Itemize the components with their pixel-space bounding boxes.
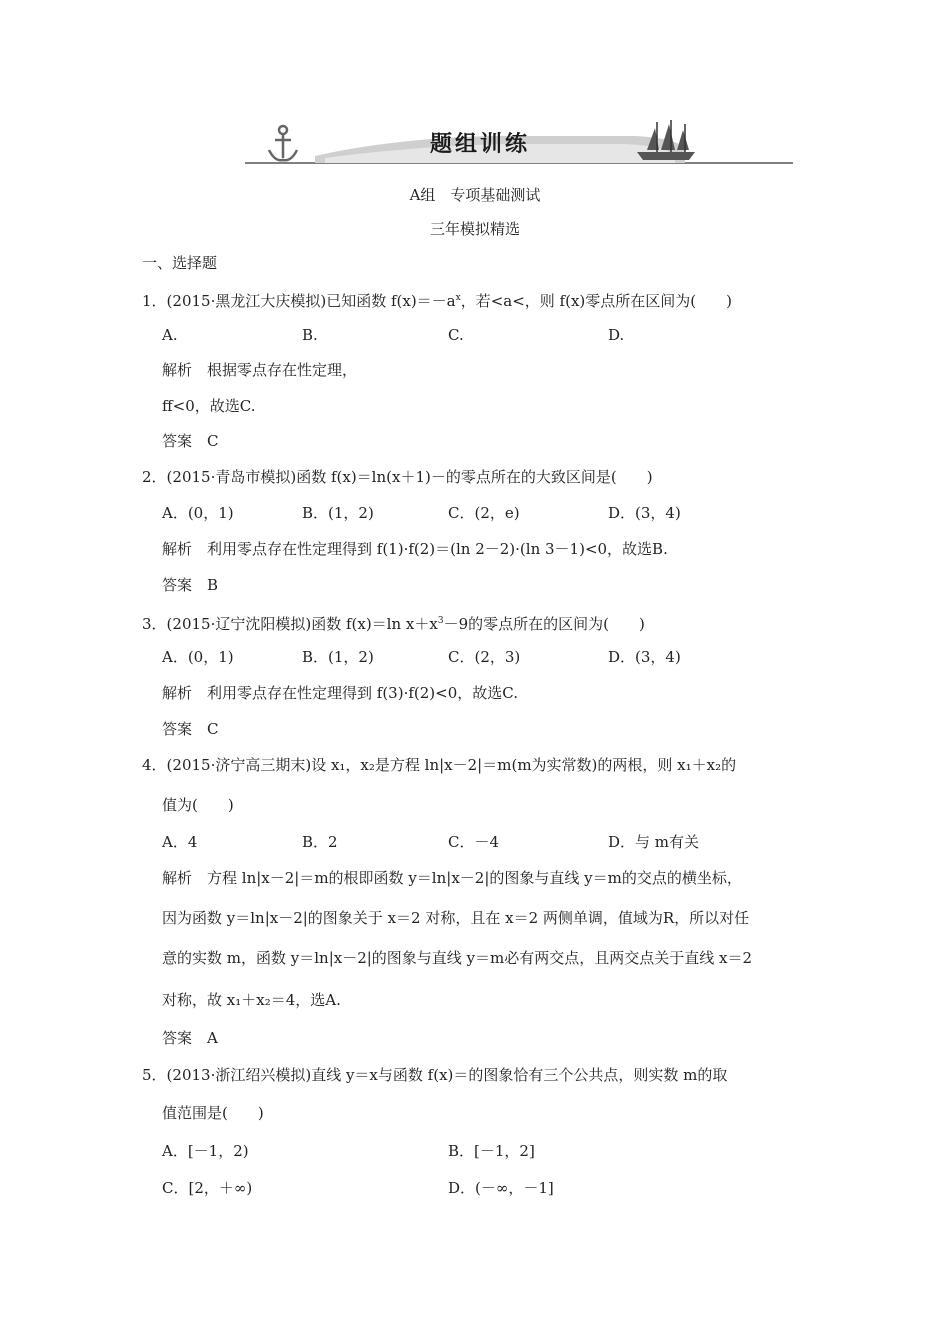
- banner-title: 题组训练: [429, 132, 530, 157]
- question-4-option-d: D．与 m有关: [608, 833, 700, 851]
- question-5-option-c: C．[2，＋∞): [162, 1179, 253, 1197]
- question-2-answer: 答案 B: [162, 576, 219, 594]
- question-2-stem: 2．(2015·青岛市模拟)函数 f(x)＝ln(x＋1)－的零点所在的大致区间是( ): [142, 468, 653, 486]
- question-3-option-c: C．(2，3): [448, 648, 521, 666]
- question-3-option-a: A．(0，1): [162, 648, 234, 666]
- question-4-option-c: C．－4: [448, 833, 500, 851]
- question-5-option-d: D．(－∞，－1]: [448, 1179, 554, 1197]
- question-4-analysis-1: 解析 方程 ln|x－2|＝m的根即函数 y＝ln|x－2|的图象与直线 y＝m的交点的横坐标，: [162, 869, 742, 887]
- anchor-icon: [269, 126, 297, 160]
- question-3-analysis: 解析 利用零点存在性定理得到 f(3)·f(2)<0，故选C.: [162, 684, 518, 702]
- question-2-option-d: D．(3，4): [608, 504, 681, 522]
- question-4-stem: 4．(2015·济宁高三期末)设 x₁，x₂是方程 ln|x－2|＝m(m为实常数)的两根，则 x₁＋x₂的: [142, 756, 737, 774]
- question-5-stem: 5．(2013·浙江绍兴模拟)直线 y＝x与函数 f(x)＝的图象恰有三个公共点，则实数 m的取: [142, 1066, 728, 1084]
- question-4-option-b: B．2: [302, 833, 338, 851]
- question-4-option-a: A．4: [162, 833, 198, 851]
- question-2-analysis: 解析 利用零点存在性定理得到 f(1)·f(2)＝(ln 2－2)·(ln 3－1)<0，故选B.: [162, 540, 668, 558]
- question-5-option-b: B．[－1，2]: [448, 1142, 535, 1160]
- question-3-stem: 3．(2015·辽宁沈阳模拟)函数 f(x)＝ln $x+x^3-9$的零点所在的区间为( ): [142, 615, 645, 633]
- question-4-answer: 答案 A: [162, 1029, 218, 1047]
- sub-title: 三年模拟精选: [429, 220, 520, 238]
- group-title: A组 专项基础测试: [409, 186, 541, 204]
- question-1-stem: 1．(2015·黑龙江大庆模拟)已知函数 $f(x)=-a^x$，若<a<，则 f(x)零点所在区间为( ): [142, 292, 732, 310]
- question-1-option-a: A.: [162, 326, 178, 344]
- question-1-option-d: D.: [608, 326, 625, 344]
- question-4-stem-line2: 值为( ): [162, 796, 234, 814]
- question-2-option-a: A．(0，1): [162, 504, 234, 522]
- question-4-analysis-2: 因为函数 y＝ln|x－2|的图象关于 x＝2 对称，且在 x＝2 两侧单调，值域为R，所以对任: [162, 909, 750, 927]
- question-1-answer: 答案 C: [162, 432, 219, 450]
- question-4-analysis-3: 意的实数 m，函数 y＝ln|x－2|的图象与直线 y＝m必有两交点，且两交点关于直线 x＝2: [162, 949, 753, 967]
- section-heading: 一、选择题: [142, 254, 218, 272]
- question-2-option-b: B．(1，2): [302, 504, 374, 522]
- question-3-option-b: B．(1，2): [302, 648, 374, 666]
- question-3-option-d: D．(3，4): [608, 648, 681, 666]
- question-3-answer: 答案 C: [162, 720, 219, 738]
- question-1-analysis-1: 解析 根据零点存在性定理，: [162, 361, 358, 379]
- question-5-option-a: A．[－1，2): [162, 1142, 249, 1160]
- question-1-option-c: C.: [448, 326, 464, 344]
- question-1-option-b: B.: [302, 326, 318, 344]
- question-2-option-c: C．(2，e): [448, 504, 520, 522]
- question-4-analysis-4: 对称，故 x₁＋x₂＝4，选A.: [162, 991, 341, 1009]
- question-5-stem-line2: 值范围是( ): [162, 1104, 264, 1122]
- question-1-analysis-2: ff<0，故选C.: [162, 397, 256, 415]
